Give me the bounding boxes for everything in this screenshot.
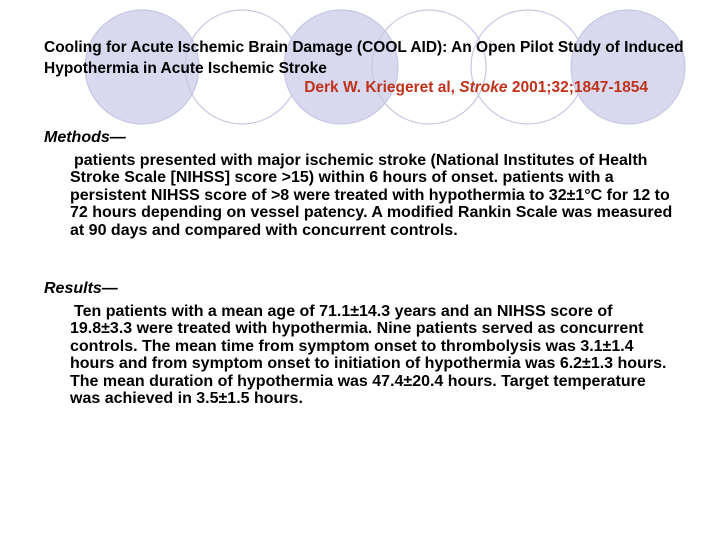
methods-section — [44, 129, 674, 239]
citation — [0, 79, 648, 97]
methods-text: patients presented with major ischemic stroke (National Institutes of Health Stroke Scale [NIHSS] score >15) within 6 hours of onset. patients with a persistent NIHSS score of >8 were treated with hypothermia to 32±1°C for 12 to 72 hours depending on vessel patency. A modified Rankin Scale was measured at 90 days and compared with concurrent controls. — [70, 152, 673, 239]
results-section — [44, 280, 674, 407]
results-text: Ten patients with a mean age of 71.1±14.3 years and an NIHSS score of 19.8±3.3 were treated with hypothermia. Nine patients served as concurrent controls. The mean time from symptom onset to thrombolysis was 3.1±1.4 hours and from symptom onset to initiation of hypothermia was 6.2±1.3 hours. The mean duration of hypothermia was 47.4±20.4 hours. Target temperature was achieved in 3.5±1.5 hours. — [70, 303, 667, 408]
results-heading: Results— — [44, 280, 118, 297]
methods-heading: Methods— — [44, 129, 126, 146]
citation-details: 2001;32;1847-1854 — [511, 79, 648, 96]
citation-authors: Derk W. Kriegeret al, — [304, 79, 455, 96]
citation-journal: Stroke — [459, 79, 508, 96]
slide-title: Cooling for Acute Ischemic Brain Damage (COOL AID): An Open Pilot Study of Induced Hypothermia in Acute Ischemic Stroke — [44, 39, 684, 77]
